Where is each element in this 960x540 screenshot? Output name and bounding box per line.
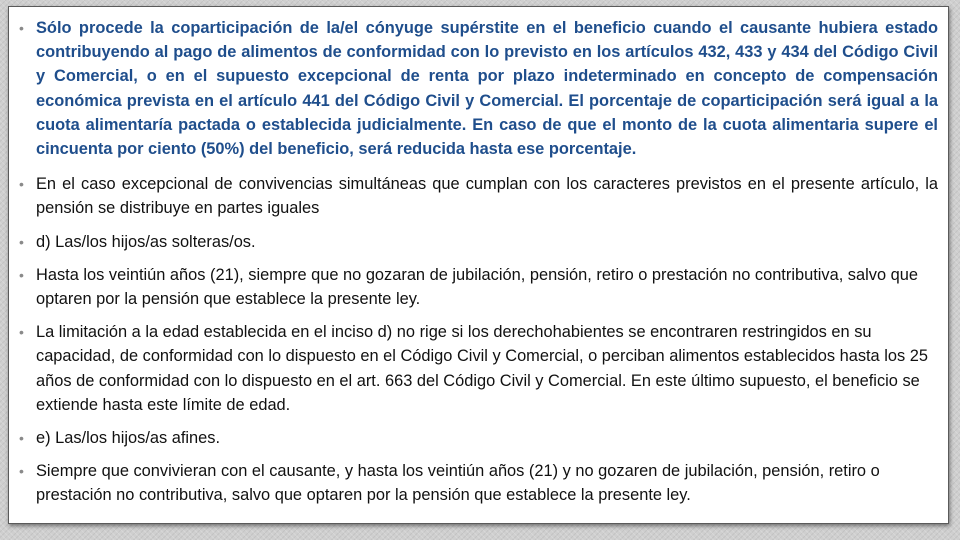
bullet-text: En el caso excepcional de convivencias simultáneas que cumplan con los caracteres previstos en el presente artículo, la pensión se distribuye en partes iguales [36,175,938,218]
bullet-item-age-limit-21 [9,263,948,311]
bullet-text: Siempre que convivieran con el causante, y hasta los veintiún años (21) y no gozaren de jubilación, pensión, retiro o prestación no contributiva, salvo que optaren por la pensión que establece la presente ley. [36,462,880,505]
bullet-icon: • [19,176,24,193]
bullet-icon: • [19,430,24,447]
bullet-item-simultaneous-cohabitation [9,172,948,220]
bullet-icon: • [19,20,24,36]
bullet-icon: • [19,324,24,341]
bullet-icon: • [19,463,24,480]
bullet-item-spouse-coparticipation [9,16,948,161]
bullet-text: e) Las/los hijos/as afines. [36,429,221,448]
bullet-icon: • [19,266,24,283]
bullet-item-stepchildren [9,426,948,450]
bullet-text: Sólo procede la coparticipación de la/el cónyuge supérstite en el beneficio cuando el causante hubiera estado contribuyendo al pago de alimentos de conformidad con lo previsto en los artículos 432, 433 y 434 del Código Civil y Comercial, o en el supuesto excepcional de renta por plazo indeterminado en concepto de compensación económica prevista en el artículo 441 del Código Civil y Comercial. El porcentaje de coparticipación será igual a la cuota alimentaría pactada o establecida judicialmente. En caso de que el monto de la cuota alimentaria supere el cincuenta por ciento (50%) del beneficio, será reducida hasta ese porcentaje. [36,19,938,159]
bullet-text: d) Las/los hijos/as solteras/os. [36,232,256,251]
bullet-icon: • [19,233,24,250]
bullet-item-stepchildren-conditions [9,459,948,507]
bullet-item-single-children [9,230,948,254]
bullet-text: Hasta los veintiún años (21), siempre que no gozaran de jubilación, pensión, retiro o prestación no contributiva, salvo que optaren por la pensión que establece la presente ley. [36,265,918,309]
bullet-list [9,16,948,517]
slide-card [8,6,949,524]
bullet-item-age-limit-exception [9,320,948,417]
bullet-text: La limitación a la edad establecida en el inciso d) no rige si los derechohabientes se encontraren restringidos en su capacidad, de conformidad con lo dispuesto en el Código Civil y Comercial, o perciban alimentos establecidos hasta los 25 años de conformidad con lo dispuesto en el art. 663 del Código Civil y Comercial. En este último supuesto, el beneficio se extiende hasta este límite de edad. [36,323,928,414]
